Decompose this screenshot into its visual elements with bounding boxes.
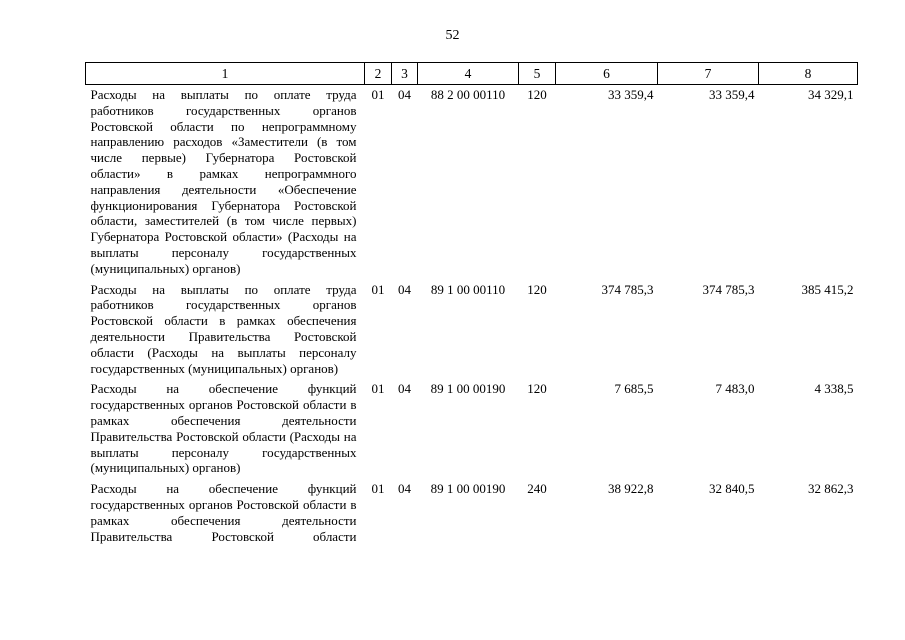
column-header-2: 2 [365, 63, 392, 85]
column-header-7: 7 [658, 63, 759, 85]
row-amount-col6: 33 359,4 [608, 87, 654, 102]
table-row [86, 85, 858, 280]
table-header-row [86, 63, 858, 85]
row-amount-col8: 34 329,1 [808, 87, 854, 102]
row-section: 01 [371, 87, 385, 102]
row-amount-col6: 374 785,3 [601, 281, 654, 297]
row-section: 01 [371, 481, 385, 497]
column-header-8: 8 [759, 63, 858, 85]
row-section: 01 [371, 381, 385, 397]
row-description: Расходы на обеспечение функций государственных органов Ростовской области в рамках обеспечения деятельности Правительства Ростовской области [90, 481, 357, 544]
column-header-3: 3 [392, 63, 418, 85]
column-header-1: 1 [86, 63, 365, 85]
table-row [86, 379, 858, 479]
row-amount-col7: 7 483,0 [715, 381, 755, 397]
row-amount-col6: 7 685,5 [614, 381, 654, 397]
row-subsection: 04 [398, 481, 411, 497]
row-amount-col6: 38 922,8 [608, 481, 654, 497]
column-header-4: 4 [418, 63, 519, 85]
row-description: Расходы на обеспечение функций государственных органов Ростовской области в рамках обеспечения деятельности Правительства Ростовской области (Расходы на выплаты персоналу государственных (муниципальных) органов) [90, 381, 357, 476]
row-section: 01 [371, 281, 385, 297]
table-row [86, 280, 858, 380]
row-target-code: 88 2 00 00110 [430, 87, 506, 102]
row-expense-type: 240 [527, 481, 547, 497]
table-row [86, 479, 858, 547]
page-number: 52 [445, 28, 460, 43]
row-amount-col7: 32 840,5 [709, 481, 755, 497]
row-amount-col8: 385 415,2 [801, 281, 854, 297]
row-expense-type: 120 [527, 281, 547, 297]
row-amount-col8: 32 862,3 [808, 481, 854, 497]
row-target-code: 89 1 00 00190 [430, 381, 506, 397]
column-header-5: 5 [519, 63, 556, 85]
row-target-code: 89 1 00 00110 [430, 281, 506, 297]
row-target-code: 89 1 00 00190 [430, 481, 506, 497]
row-description: Расходы на выплаты по оплате труда работников государственных органов Ростовской области в рамках обеспечения деятельности Правительства Ростовской области (Расходы на выплаты персоналу государственных (муниципальных) органов) [90, 281, 357, 376]
row-expense-type: 120 [527, 381, 547, 397]
row-amount-col7: 374 785,3 [702, 281, 755, 297]
row-description: Расходы на выплаты по оплате труда работников государственных органов Ростовской области по непрограммному направлению расходов «Заместители (в том числе первые) Губернатора Ростовской области» в рамках непрограммного направления деятельности «Обеспечение функционирования Губернатора Ростовской области, заместителей (в том числе первых) Губернатора Ростовской области» (Расходы на выплаты персоналу государственных (муниципальных) органов) [90, 87, 357, 276]
row-amount-col7: 33 359,4 [709, 87, 755, 102]
row-subsection: 04 [398, 281, 411, 297]
column-header-6: 6 [556, 63, 658, 85]
budget-table [85, 62, 858, 547]
row-amount-col8: 4 338,5 [814, 381, 854, 397]
row-subsection: 04 [398, 381, 411, 397]
row-expense-type: 120 [527, 87, 547, 102]
row-subsection: 04 [398, 87, 411, 102]
